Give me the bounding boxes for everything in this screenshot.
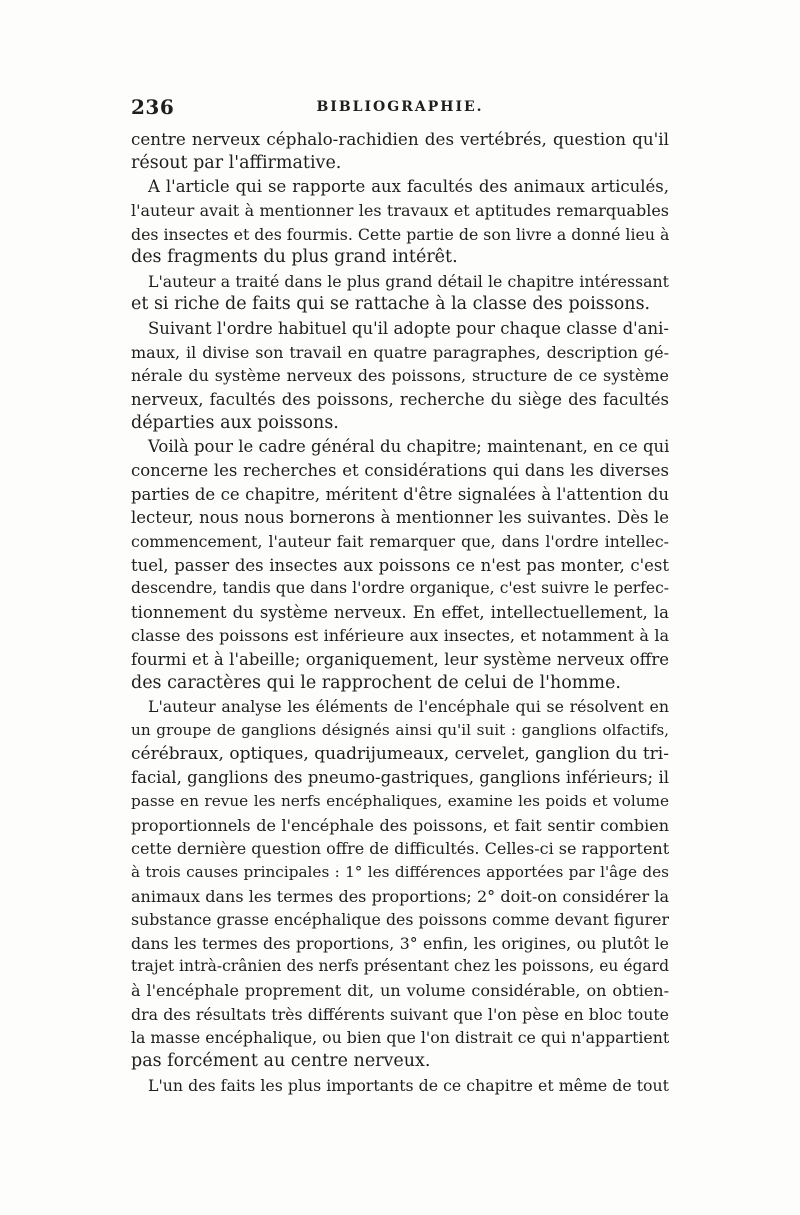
- text-line: dra des résultats très différents suivant que l'on pèse en bloc toute: [131, 1004, 669, 1024]
- text-line: classe des poissons est inférieure aux insectes, et notamment à la: [131, 626, 669, 646]
- text-line: commencement, l'auteur fait remarquer que, dans l'ordre intellec-: [131, 531, 669, 551]
- text-line: centre nerveux céphalo-rachidien des vertébrés, question qu'il: [131, 129, 669, 149]
- text-line: l'auteur avait à mentionner les travaux et aptitudes remarquables: [131, 200, 669, 220]
- text-line: résout par l'affirmative.: [131, 152, 342, 173]
- text-line: nérale du système nerveux des poissons, structure de ce système: [131, 366, 669, 386]
- text-line: tuel, passer des insectes aux poissons ce n'est pas monter, c'est: [131, 555, 669, 575]
- text-line: animaux dans les termes des proportions; 2° doit-on considérer la: [131, 886, 669, 906]
- text-line: A l'article qui se rapporte aux facultés des animaux articulés,: [148, 177, 669, 197]
- text-line: nerveux, facultés des poissons, recherche du siège des facultés: [131, 390, 669, 410]
- text-line: concerne les recherches et considérations qui dans les diverses: [131, 460, 669, 480]
- text-line: lecteur, nous nous bornerons à mentionner les suivantes. Dès le: [131, 508, 669, 528]
- running-head: BIBLIOGRAPHIE.: [316, 99, 484, 115]
- page-number: 236: [131, 95, 175, 119]
- text-line: parties de ce chapitre, méritent d'être signalées à l'attention du: [131, 484, 669, 504]
- text-line: L'un des faits les plus importants de ce chapitre et même de tout: [148, 1075, 669, 1095]
- page-header: [131, 94, 669, 120]
- text-line: des caractères qui le rapprochent de celui de l'homme.: [131, 672, 621, 693]
- text-line: dans les termes des proportions, 3° enfin, les origines, ou plutôt le: [131, 933, 669, 953]
- text-line: maux, il divise son travail en quatre paragraphes, description gé-: [131, 342, 669, 362]
- text-line: L'auteur analyse les éléments de l'encéphale qui se résolvent en: [148, 697, 669, 717]
- text-line: cérébraux, optiques, quadrijumeaux, cervelet, ganglion du tri-: [131, 743, 669, 764]
- text-line: substance grasse encéphalique des poissons comme devant figurer: [131, 910, 669, 930]
- text-line: un groupe de ganglions désignés ainsi qu'il suit : ganglions olfactifs,: [131, 721, 669, 740]
- text-line: et si riche de faits qui se rattache à la classe des poissons.: [131, 294, 651, 315]
- text-line: trajet intrà-crânien des nerfs présentant chez les poissons, eu égard: [131, 957, 669, 976]
- text-line: Voilà pour le cadre général du chapitre; maintenant, en ce qui: [148, 437, 669, 457]
- text-line: tionnement du système nerveux. En effet, intellectuellement, la: [131, 602, 669, 622]
- text-line: départies aux poissons.: [131, 412, 339, 433]
- text-line: L'auteur a traité dans le plus grand détail le chapitre intéressant: [148, 271, 669, 291]
- text-line: à trois causes principales : 1° les différences apportées par l'âge des: [131, 862, 669, 881]
- text-line: des insectes et des fourmis. Cette partie de son livre a donné lieu à: [131, 224, 669, 244]
- text-line: facial, ganglions des pneumo-gastriques, ganglions inférieurs; il: [131, 768, 669, 788]
- text-line: la masse encéphalique, ou bien que l'on distrait ce qui n'appartient: [131, 1028, 669, 1048]
- body-text: [131, 128, 669, 1097]
- text-line: cette dernière question offre de difficultés. Celles-ci se rapportent: [131, 839, 669, 859]
- text-line: proportionnels de l'encéphale des poissons, et fait sentir combien: [131, 815, 669, 835]
- text-line: passe en revue les nerfs encéphaliques, examine les poids et volume: [131, 791, 669, 810]
- text-line: descendre, tandis que dans l'ordre organique, c'est suivre le perfec-: [131, 579, 669, 598]
- text-line: Suivant l'ordre habituel qu'il adopte pour chaque classe d'ani-: [148, 319, 669, 339]
- text-line: à l'encéphale proprement dit, un volume considérable, on obtien-: [131, 981, 669, 1001]
- text-line: fourmi et à l'abeille; organiquement, leur système nerveux offre: [131, 650, 669, 670]
- text-line: pas forcément au centre nerveux.: [131, 1050, 431, 1071]
- text-line: des fragments du plus grand intérêt.: [131, 247, 458, 268]
